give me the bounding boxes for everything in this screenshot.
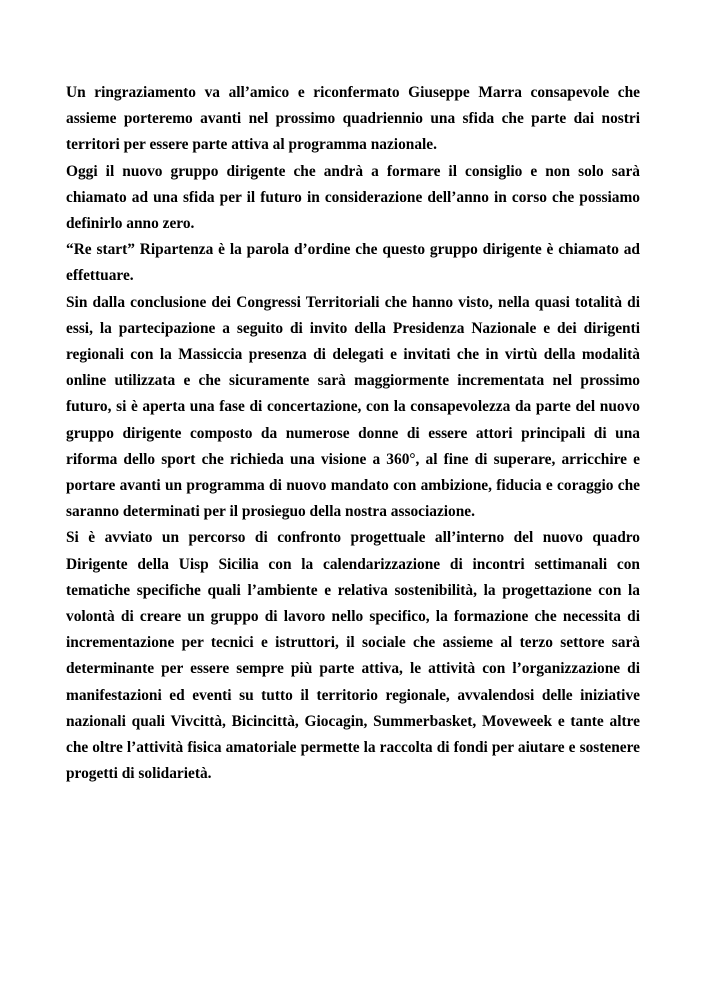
document-page [66, 80, 640, 787]
paragraph-new-leadership: Oggi il nuovo gruppo dirigente che andrà a formare il consiglio e non solo sarà chiamato ad una sfida per il futuro in considerazione dell’anno in corso che possiamo definirlo anno zero. [66, 162, 640, 233]
paragraph-acknowledgement: Un ringraziamento va all’amico e riconfermato Giuseppe Marra consapevole che assieme porteremo avanti nel prossimo quadriennio una sfida che parte dai nostri territori per essere parte attiva al programma nazionale. [66, 84, 640, 154]
paragraph-planning-path: Si è avviato un percorso di confronto progettuale all’interno del nuovo quadro Dirigente della Uisp Sicilia con la calendarizzazione di incontri settimanali con tematiche specifiche quali l’ambiente e relativa sostenibilità, la progettazione con la volontà di creare un gruppo di lavoro nello specifico, la formazione che necessita di incrementazione per tecnici e istruttori, il sociale che assieme al terzo settore sarà determinante per essere sempre più parte attiva, le attività con l’organizzazione di manifestazioni ed eventi su tutto il territorio regionale, avvalendosi delle iniziative nazionali quali Vivcittà, Bicincittà, Giocagin, Summerbasket, Moveweek e tante altre che oltre l’attività fisica amatoriale permette la raccolta di fondi per aiutare e sostenere progetti di solidarietà. [66, 529, 640, 783]
paragraph-restart: “Re start” Ripartenza è la parola d’ordine che questo gruppo dirigente è chiamato ad effettuare. [66, 241, 640, 285]
paragraph-congresses: Sin dalla conclusione dei Congressi Territoriali che hanno visto, nella quasi totalità di essi, la partecipazione a seguito di invito della Presidenza Nazionale e dei dirigenti regionali con la Massiccia presenza di delegati e invitati che in virtù della modalità online utilizzata e che sicuramente sarà maggiormente incrementata nel prossimo futuro, si è aperta una fase di concertazione, con la consapevolezza da parte del nuovo gruppo dirigente composto da numerose donne di essere attori principali di una riforma dello sport che richieda una visione a 360°, al fine di superare, arricchire e portare avanti un programma di nuovo mandato con ambizione, fiducia e coraggio che saranno determinati per il prosieguo della nostra associazione. [66, 293, 640, 521]
